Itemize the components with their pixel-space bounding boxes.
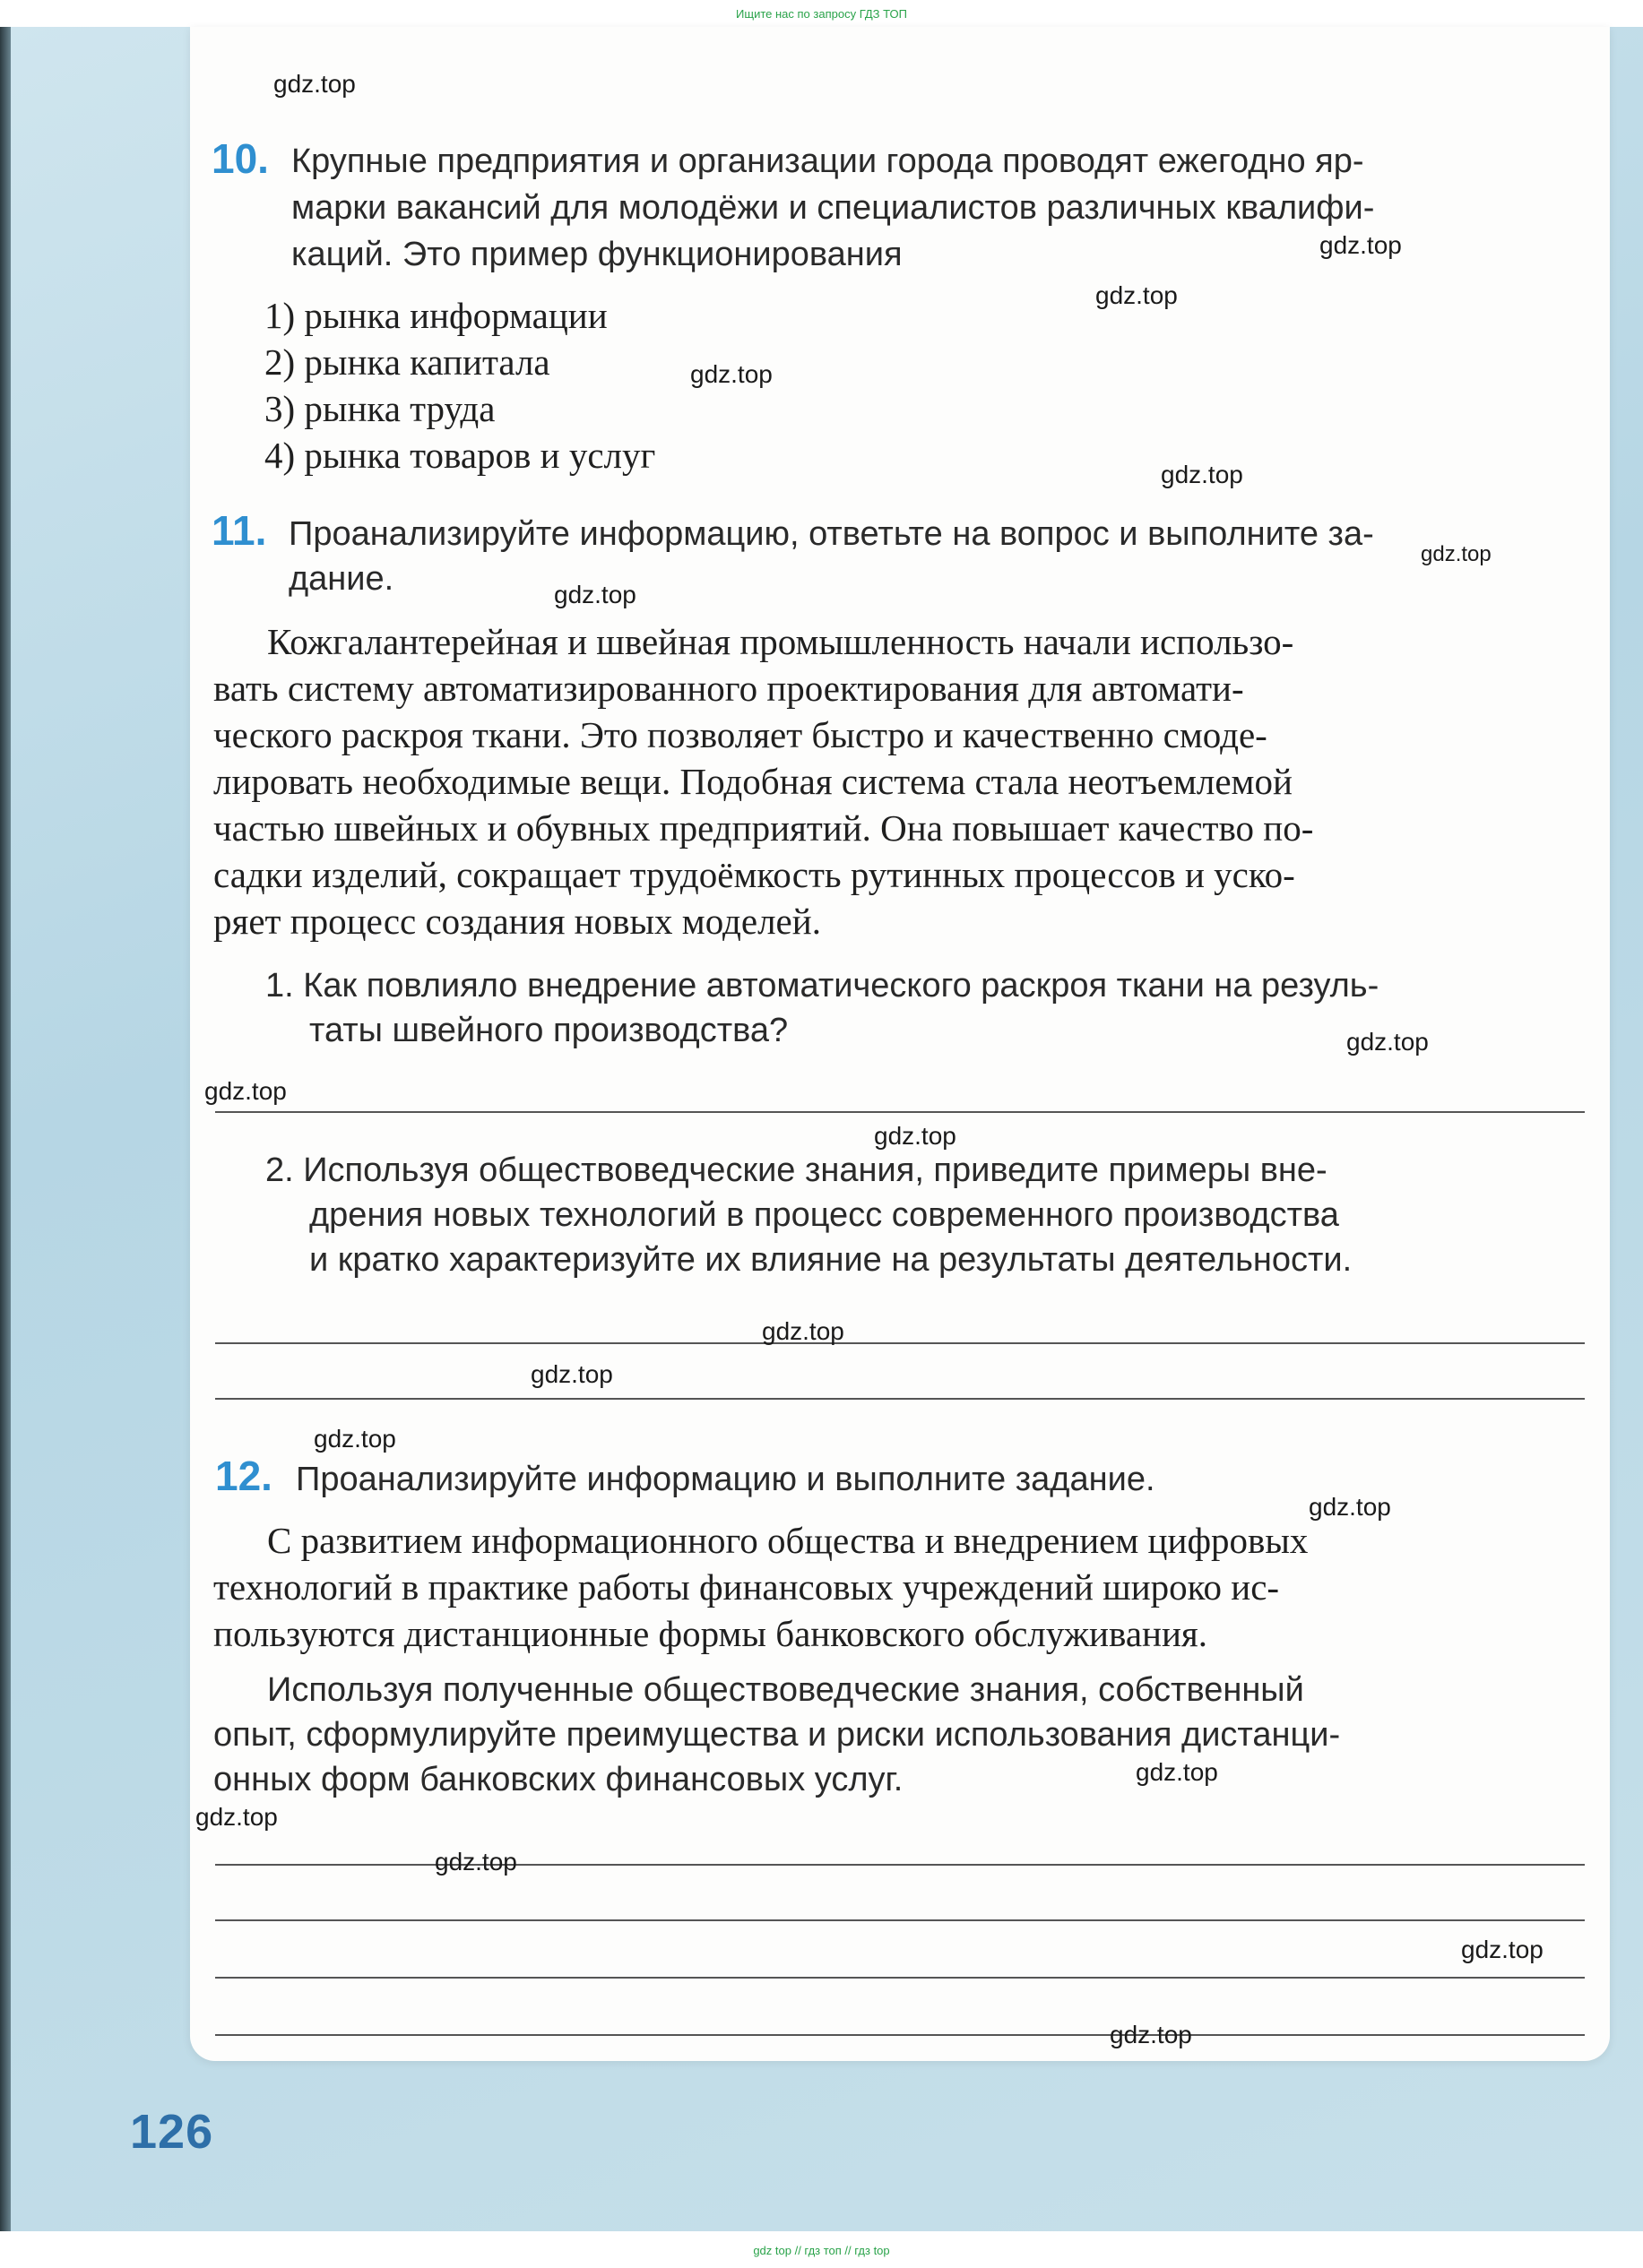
task-12-text-line-2: технологий в практике работы финансовых учреждений широко ис-: [213, 1566, 1280, 1608]
task-11-question-2-line-1: 2. Используя обществоведческие знания, приведите примеры вне-: [265, 1151, 1327, 1189]
task-11-line-2: дание.: [289, 560, 394, 598]
task-12-number: 12.: [215, 1453, 272, 1499]
watermark: gdz.top: [1421, 542, 1492, 566]
task-10-line-2: марки вакансий для молодёжи и специалистов различных квалифи-: [291, 189, 1375, 227]
task-12-task-line-1: Используя полученные обществоведческие знания, собственный: [267, 1671, 1304, 1709]
task-12-task-line-2: опыт, сформулируйте преимущества и риски использования дистанци-: [213, 1716, 1341, 1754]
task-10-option-3: 3) рынка труда: [264, 388, 496, 429]
watermark: gdz.top: [204, 1077, 287, 1105]
task-11-question-1-line-1: 1. Как повлияло внедрение автоматического раскроя ткани на резуль-: [265, 967, 1379, 1005]
watermark: gdz.top: [1461, 1936, 1544, 1963]
watermark: gdz.top: [1095, 281, 1178, 309]
task-11-text-line-3: ческого раскроя ткани. Это позволяет быстро и качественно смоде-: [213, 714, 1267, 755]
watermark: gdz.top: [874, 1122, 956, 1150]
task-11-text-line-5: частью швейных и обувных предприятий. Она повышает качество по-: [213, 807, 1314, 849]
watermark: gdz.top: [1110, 2021, 1192, 2048]
task-11-number: 11.: [212, 507, 267, 554]
task-10-option-4: 4) рынка товаров и услуг: [264, 435, 656, 476]
watermark: gdz.top: [690, 360, 773, 388]
task-11-line-1: Проанализируйте информацию, ответьте на вопрос и выполните за-: [289, 515, 1374, 553]
book-spine: [0, 27, 11, 2231]
watermark: gdz.top: [531, 1360, 613, 1388]
answer-line[interactable]: [215, 1398, 1585, 1400]
task-10-number: 10.: [212, 135, 269, 182]
watermark: gdz.top: [314, 1425, 396, 1453]
top-banner[interactable]: Ищите нас по запросу ГДЗ ТОП: [736, 7, 907, 21]
task-11-text-line-7: ряет процесс создания новых моделей.: [213, 901, 821, 942]
task-11-text-line-2: вать систему автоматизированного проектирования для автомати-: [213, 668, 1244, 709]
answer-line[interactable]: [215, 1111, 1585, 1113]
watermark: gdz.top: [1319, 231, 1402, 259]
task-10-option-1: 1) рынка информации: [264, 295, 608, 336]
bottom-banner[interactable]: gdz top // гдз топ // гдз top: [753, 2244, 890, 2257]
watermark: gdz.top: [762, 1317, 844, 1345]
task-11-question-2-line-3: и кратко характеризуйте их влияние на результаты деятельности.: [309, 1241, 1353, 1279]
answer-line[interactable]: [215, 1864, 1585, 1866]
answer-line[interactable]: [215, 1342, 1585, 1344]
task-11-text-line-4: лировать необходимые вещи. Подобная система стала неотъемлемой: [213, 761, 1293, 802]
task-12-task-line-3: онных форм банковских финансовых услуг.: [213, 1761, 904, 1798]
answer-line[interactable]: [215, 1919, 1585, 1921]
watermark: gdz.top: [554, 581, 636, 608]
task-12-line: Проанализируйте информацию и выполните задание.: [296, 1461, 1155, 1498]
watermark: gdz.top: [1161, 461, 1243, 488]
watermark: gdz.top: [1136, 1758, 1218, 1786]
watermark: gdz.top: [435, 1848, 517, 1876]
task-11-text-line-1: Кожгалантерейная и швейная промышленность начали использо-: [267, 621, 1294, 662]
watermark: gdz.top: [1346, 1028, 1429, 1056]
task-10-line-3: каций. Это пример функционирования: [291, 236, 903, 273]
task-11-text-line-6: садки изделий, сокращает трудоёмкость рутинных процессов и уско-: [213, 854, 1295, 895]
watermark: gdz.top: [195, 1803, 278, 1831]
task-12-text-line-3: пользуются дистанционные формы банковского обслуживания.: [213, 1613, 1208, 1654]
task-10-option-2: 2) рынка капитала: [264, 341, 550, 383]
task-10-line-1: Крупные предприятия и организации города проводят ежегодно яр-: [291, 142, 1364, 180]
task-11-question-2-line-2: дрения новых технологий в процесс современного производства: [309, 1196, 1339, 1234]
page-number: 126: [130, 2105, 214, 2159]
task-12-text-line-1: С развитием информационного общества и внедрением цифровых: [267, 1520, 1309, 1561]
answer-line[interactable]: [215, 2034, 1585, 2036]
watermark: gdz.top: [273, 70, 356, 98]
watermark: gdz.top: [1309, 1493, 1391, 1521]
task-11-question-1-line-2: таты швейного производства?: [309, 1012, 789, 1049]
answer-line[interactable]: [215, 1977, 1585, 1979]
